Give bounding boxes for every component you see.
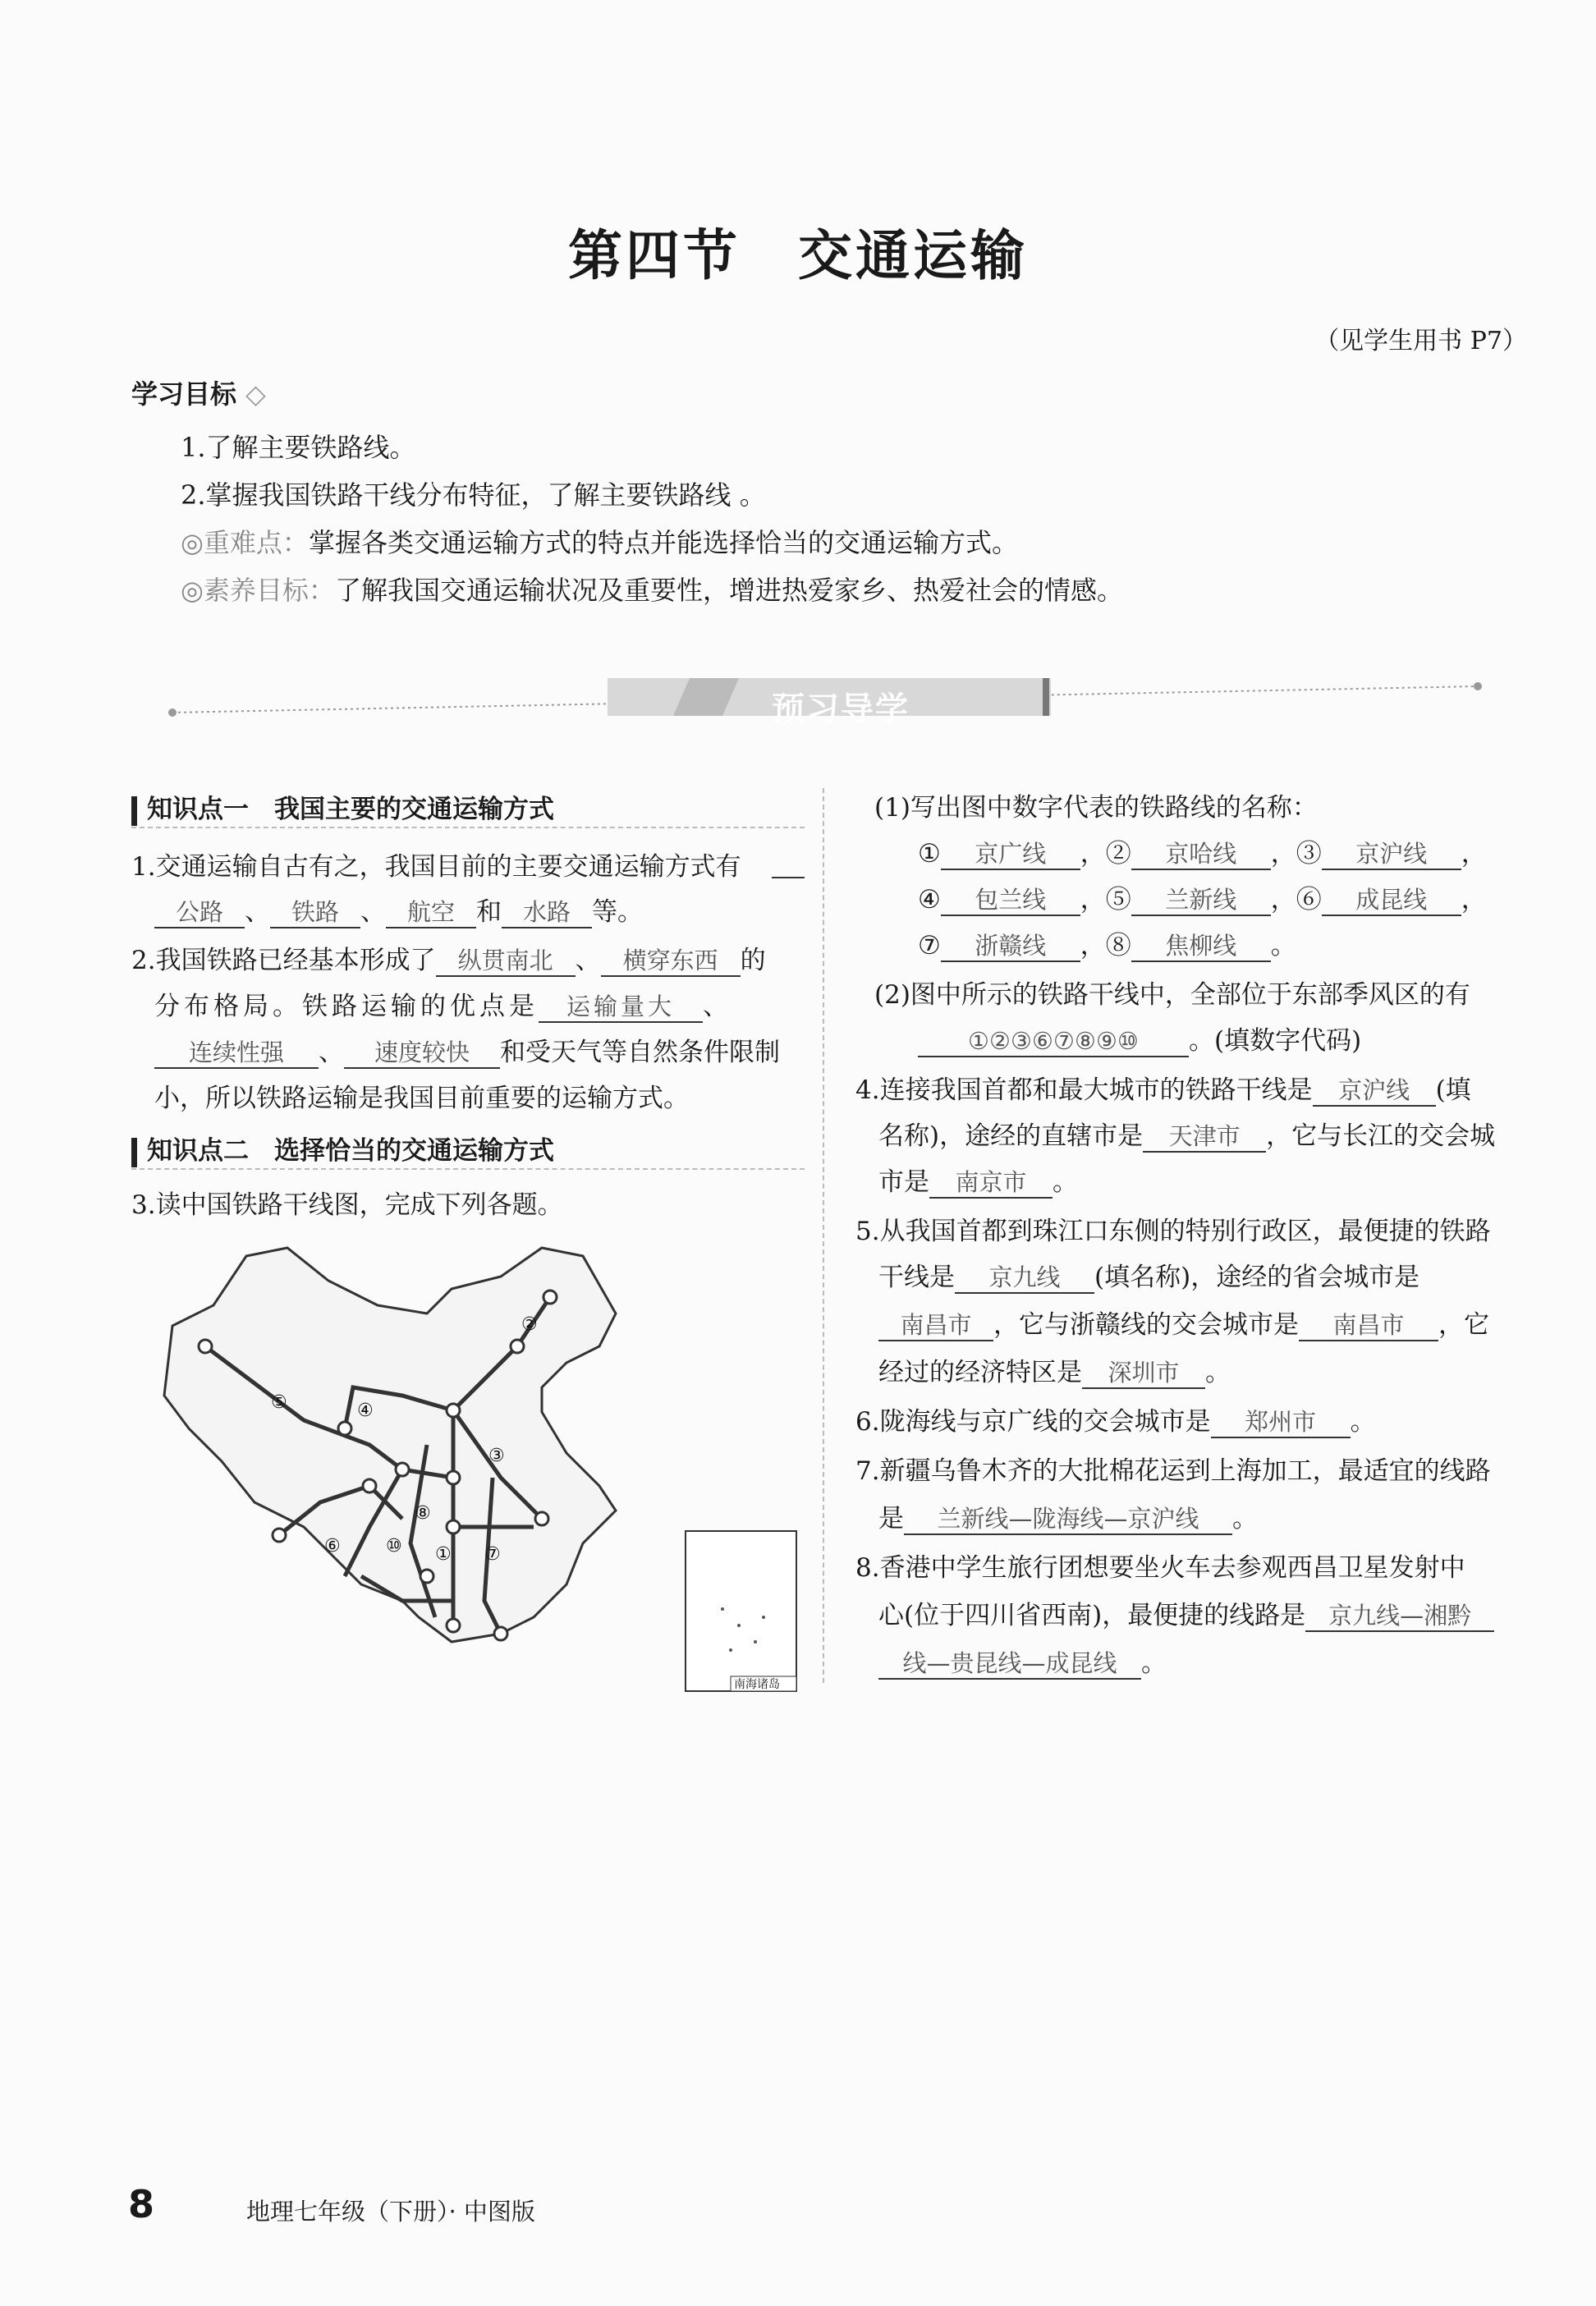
map-number-7: ⑦ (484, 1544, 501, 1565)
diamond-icon: ◇ (245, 378, 266, 410)
answer-blank: 南昌市 (878, 1310, 993, 1341)
q7-line2: 是 兰新线—陇海线—京沪线 。 (878, 1497, 1258, 1535)
knowledge-point-1: 知识点一 我国主要的交通运输方式 (131, 788, 554, 826)
answer-blank: 郑州市 (1211, 1407, 1351, 1438)
answer-blank: 焦柳线 (1131, 931, 1271, 962)
q5-line3: 南昌市 ，它与浙赣线的交会城市是 南昌市 ，它 (878, 1304, 1489, 1341)
knowledge-point-2: 知识点二 选择恰当的交通运输方式 (131, 1130, 554, 1167)
goals-heading: 学习目标 ◇ (131, 378, 266, 410)
reference-note: （见学生用书 P7） (1314, 327, 1527, 355)
q4-line3: 市是 南京市 。 (878, 1161, 1078, 1199)
map-number-8: ⑧ (415, 1503, 431, 1524)
answer-blank: 南昌市 (1299, 1310, 1438, 1341)
page-number: 8 (128, 2182, 155, 2226)
answer-blank: 京九线—湘黔 (1305, 1601, 1494, 1632)
answer-blank: 线—贵昆线—成昆线 (878, 1648, 1141, 1680)
q3-sub1: (1)写出图中数字代表的铁路线的名称： (874, 793, 1318, 823)
answer-blank: 横穿东西 (601, 946, 741, 977)
goal-key-points: ◎重难点：掌握各类交通运输方式的特点并能选择恰当的交通运输方式。 (181, 527, 1018, 558)
book-title: 地理七年级（下册）· 中图版 (246, 2198, 535, 2226)
map-number-2: ② (521, 1314, 538, 1335)
q7-line1: 7.新疆乌鲁木齐的大批棉花运到上海加工，最适宜的线路 (855, 1456, 1491, 1486)
q2-line3: 连续性强 、 速度较快 和受天气等自然条件限制 (154, 1031, 780, 1069)
q3-sub1-row1: ① 京广线 ，② 京哈线 ，③ 京沪线 ， (918, 832, 1487, 870)
q6-line1: 6.陇海线与京广线的交会城市是 郑州市 。 (855, 1401, 1376, 1438)
answer-blank: 京广线 (941, 839, 1080, 870)
q4-line2: 名称)，途经的直辖市是 天津市 ，它与长江的交会城 (878, 1115, 1495, 1153)
answer-blank: 水路 (502, 897, 592, 928)
page-title: 第四节 交通运输 (568, 223, 1028, 287)
q5-line2: 干线是 京九线 (填名称)，途经的省会城市是 (878, 1256, 1419, 1294)
answer-blank: 连续性强 (154, 1038, 319, 1069)
answer-blank: 兰新线 (1131, 885, 1271, 916)
answer-blank: 京哈线 (1131, 839, 1271, 870)
q4-line1: 4.连接我国首都和最大城市的铁路干线是 京沪线 (填 (855, 1069, 1471, 1107)
q2-line2: 分布格局。铁路运输的优点是 运输量大 、 (154, 985, 732, 1023)
banner-label: 预习导学 (772, 690, 910, 728)
map-number-5: ⑤ (271, 1392, 287, 1413)
answer-blank: 包兰线 (941, 885, 1080, 916)
inset-label: 南海诸岛 (734, 1678, 780, 1691)
q3-sub1-row3: ⑦ 浙赣线 ，⑧ 焦柳线 。 (918, 924, 1296, 962)
answer-blank: 公路 (154, 897, 245, 928)
q3-sub2-answer: ①②③⑥⑦⑧⑨⑩ 。(填数字代码) (918, 1020, 1361, 1057)
q1-line2: 公路 、 铁路 、 航空 和 水路 等。 (154, 891, 643, 928)
map-number-3: ③ (488, 1446, 505, 1466)
answer-blank: 浙赣线 (941, 931, 1080, 962)
goal-item-2: 2.掌握我国铁路干线分布特征，了解主要铁路线 。 (181, 479, 766, 511)
answer-blank: 成昆线 (1322, 885, 1461, 916)
answer-blank: 京沪线 (1322, 839, 1461, 870)
q8-line1: 8.香港中学生旅行团想要坐火车去参观西昌卫星发射中 (855, 1553, 1465, 1583)
answer-blank: 纵贯南北 (436, 946, 576, 977)
q5-line4: 经过的经济特区是 深圳市 。 (878, 1351, 1231, 1389)
answer-blank: 深圳市 (1082, 1358, 1205, 1389)
q8-line2: 心(位于四川省西南)，最便捷的线路是 京九线—湘黔 (878, 1594, 1494, 1632)
map-number-4: ④ (357, 1401, 374, 1421)
q8-line3: 线—贵昆线—成昆线 。 (878, 1642, 1167, 1680)
answer-blank: 南京市 (929, 1167, 1053, 1199)
answer-blank: 铁路 (270, 897, 360, 928)
answer-blank: 京沪线 (1313, 1075, 1436, 1107)
q3-stem: 3.读中国铁路干线图，完成下列各题。 (131, 1190, 563, 1220)
q3-sub1-row2: ④ 包兰线 ，⑤ 兰新线 ，⑥ 成昆线 ， (918, 878, 1487, 916)
answer-blank: 航空 (386, 897, 476, 928)
answer-blank: ①②③⑥⑦⑧⑨⑩ (918, 1026, 1189, 1057)
q3-sub2: (2)图中所示的铁路干线中，全部位于东部季风区的有 (874, 980, 1470, 1010)
china-railway-map (156, 1231, 805, 1695)
goal-item-1: 1.了解主要铁路线。 (181, 432, 416, 463)
answer-blank: 京九线 (955, 1263, 1094, 1294)
map-number-10: ⑩ (386, 1536, 402, 1556)
q5-line1: 5.从我国首都到珠江口东侧的特别行政区，最便捷的铁路 (855, 1217, 1491, 1246)
goal-literacy: ◎素养目标：了解我国交通运输状况及重要性，增进热爱家乡、热爱社会的情感。 (181, 575, 1123, 606)
q2-line4: 小，所以铁路运输是我国目前重要的运输方式。 (154, 1084, 689, 1113)
q2-line1: 2.我国铁路已经基本形成了 纵贯南北 、 横穿东西 的 (131, 939, 766, 977)
answer-blank: 速度较快 (344, 1038, 500, 1069)
q1-line1: 1.交通运输自古有之，我国目前的主要交通运输方式有 (131, 852, 741, 882)
map-number-6: ⑥ (324, 1536, 341, 1556)
answer-blank: 天津市 (1143, 1121, 1266, 1153)
answer-blank: 兰新线—陇海线—京沪线 (904, 1504, 1232, 1535)
answer-blank: 运输量大 (539, 992, 703, 1023)
map-number-1: ① (435, 1544, 452, 1565)
